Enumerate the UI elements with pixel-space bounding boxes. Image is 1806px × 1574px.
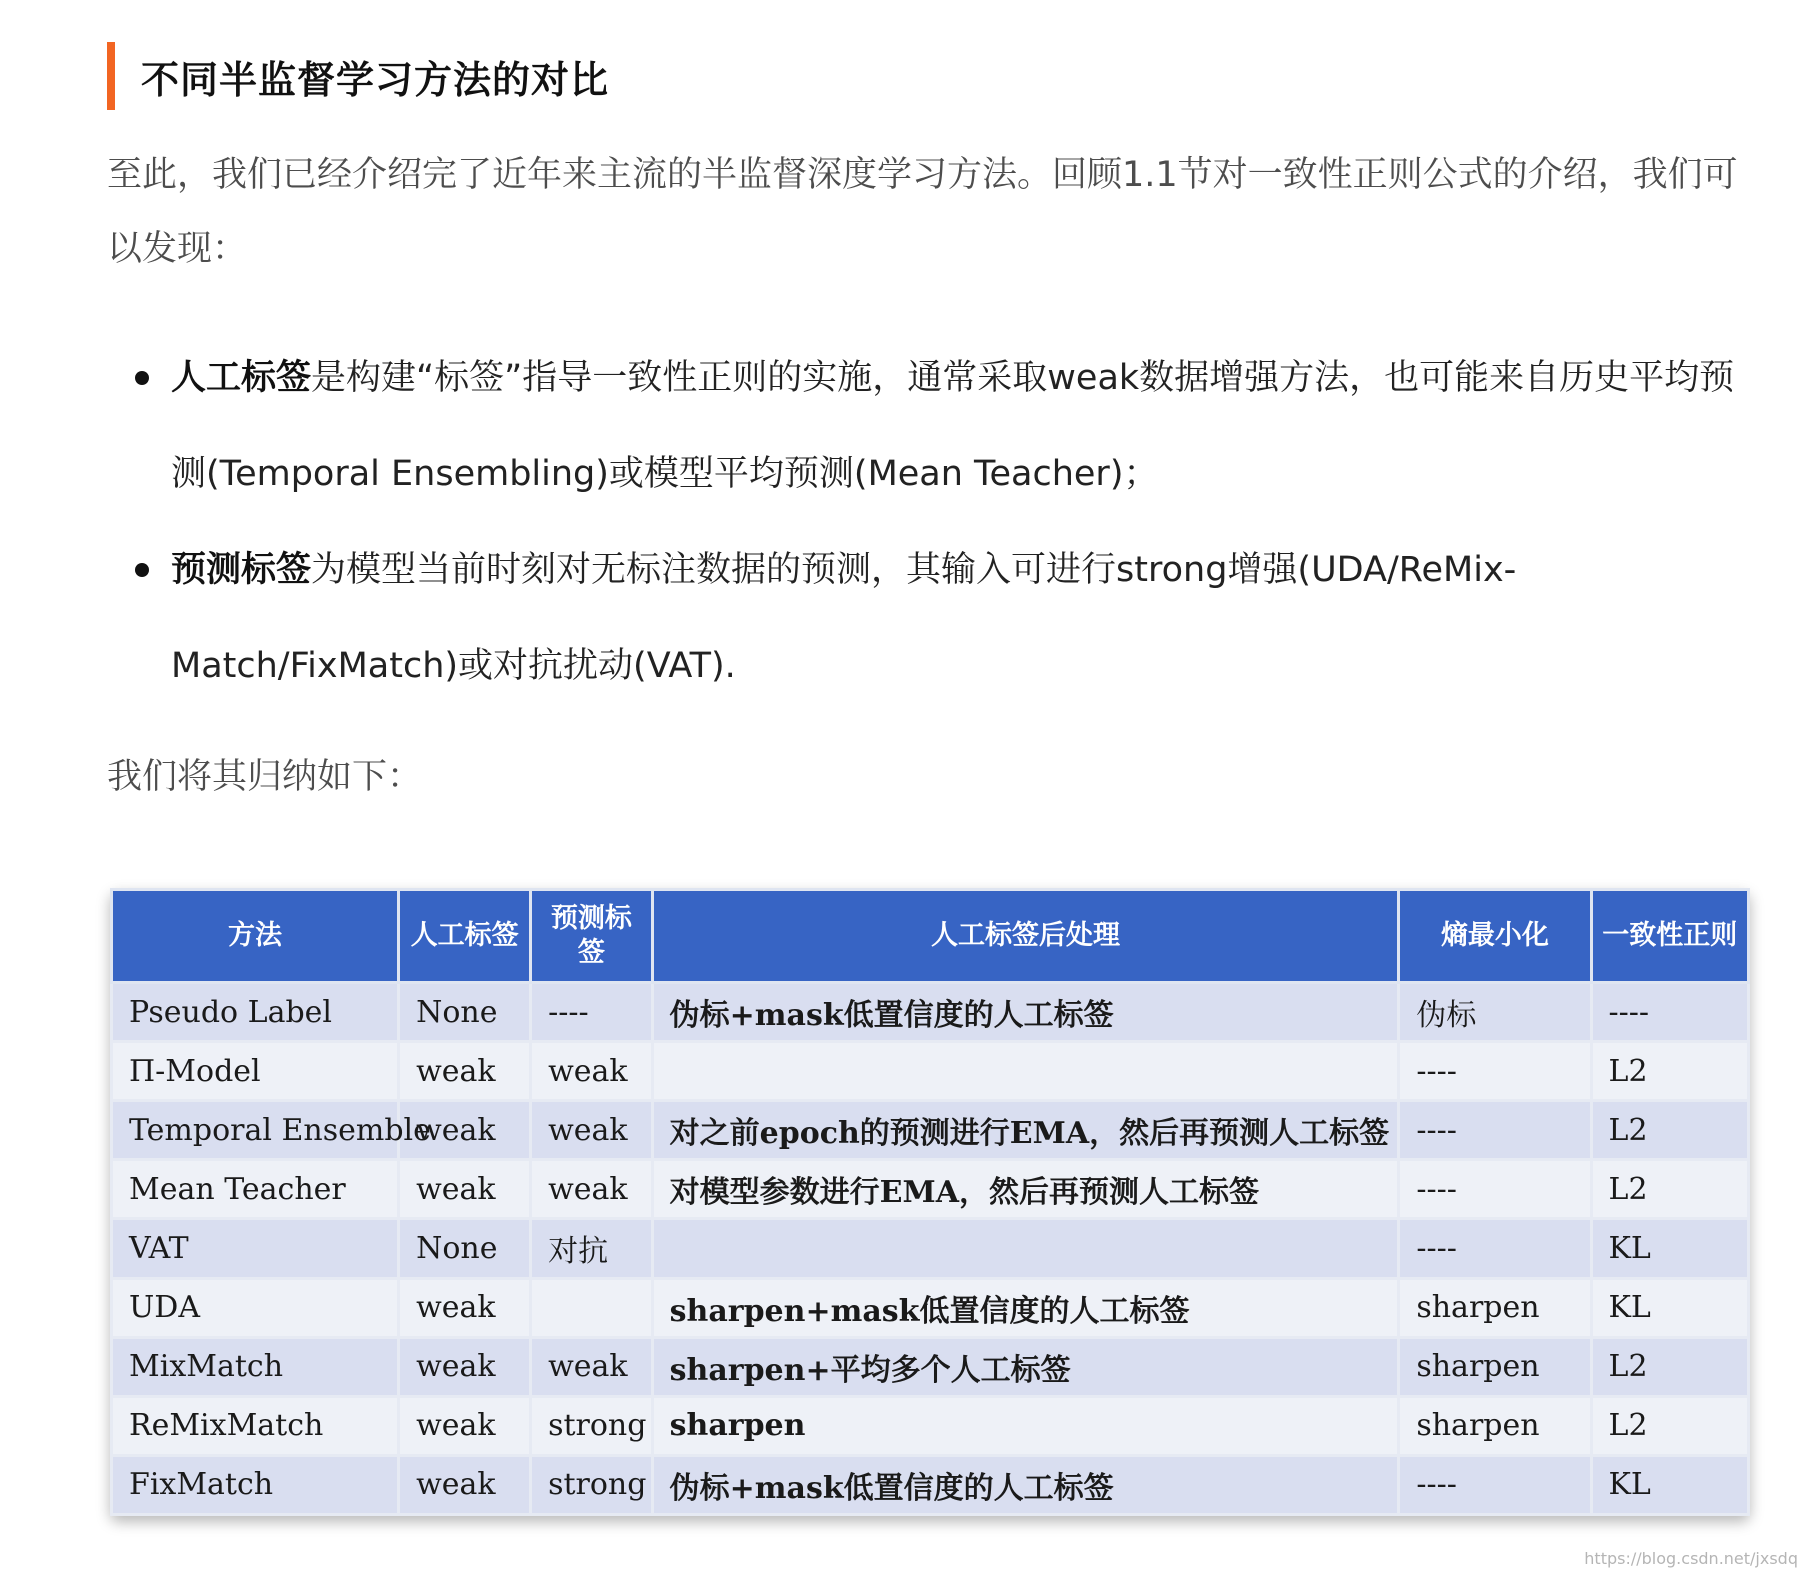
cell-artificial-label: weak	[399, 1101, 531, 1160]
section-heading	[107, 42, 609, 110]
cell-artificial-label: weak	[399, 1396, 531, 1455]
cell-consistency-reg: L2	[1591, 1101, 1748, 1160]
bullet-list	[107, 330, 1767, 714]
cell-method: Pseudo Label	[112, 983, 399, 1042]
cell-entropy-min: ----	[1399, 1219, 1591, 1278]
cell-predicted-label	[531, 1278, 653, 1337]
cell-predicted-label: weak	[531, 1160, 653, 1219]
cell-entropy-min: ----	[1399, 1455, 1591, 1514]
bullet-text: 是构建“标签”指导一致性正则的实施，通常采取weak数据增强方法，也可能来自历史平均预测(Temporal Ensembling)或模型平均预测(Mean Teacher)；	[171, 358, 1735, 494]
cell-predicted-label: weak	[531, 1101, 653, 1160]
header-method: 方法	[112, 890, 399, 983]
cell-label-postprocess: sharpen+mask低置信度的人工标签	[652, 1278, 1399, 1337]
cell-consistency-reg: KL	[1591, 1278, 1748, 1337]
cell-method: MixMatch	[112, 1337, 399, 1396]
table-row	[112, 1219, 1749, 1278]
cell-predicted-label: strong	[531, 1455, 653, 1514]
cell-entropy-min: sharpen	[1399, 1396, 1591, 1455]
table-row	[112, 1160, 1749, 1219]
table-row	[112, 1396, 1749, 1455]
table-body	[112, 983, 1749, 1515]
table-row	[112, 1101, 1749, 1160]
cell-predicted-label: weak	[531, 1042, 653, 1101]
cell-predicted-label: weak	[531, 1337, 653, 1396]
cell-method: ReMixMatch	[112, 1396, 399, 1455]
cell-artificial-label: weak	[399, 1278, 531, 1337]
cell-predicted-label: ----	[531, 983, 653, 1042]
cell-entropy-min: 伪标	[1399, 983, 1591, 1042]
cell-predicted-label: strong	[531, 1396, 653, 1455]
cell-label-postprocess: sharpen	[652, 1396, 1399, 1455]
cell-label-postprocess	[652, 1219, 1399, 1278]
cell-consistency-reg: L2	[1591, 1396, 1748, 1455]
cell-entropy-min: ----	[1399, 1160, 1591, 1219]
cell-artificial-label: None	[399, 1219, 531, 1278]
cell-label-postprocess: 伪标+mask低置信度的人工标签	[652, 1455, 1399, 1514]
bullet-item-artificial-label	[107, 330, 1767, 522]
cell-label-postprocess	[652, 1042, 1399, 1101]
cell-consistency-reg: KL	[1591, 1219, 1748, 1278]
table-row	[112, 1455, 1749, 1514]
cell-method: Mean Teacher	[112, 1160, 399, 1219]
cell-method: Π-Model	[112, 1042, 399, 1101]
header-consistency-regularization: 一致性正则	[1591, 890, 1748, 983]
header-entropy-minimization: 熵最小化	[1399, 890, 1591, 983]
cell-label-postprocess: sharpen+平均多个人工标签	[652, 1337, 1399, 1396]
cell-artificial-label: weak	[399, 1160, 531, 1219]
cell-entropy-min: ----	[1399, 1101, 1591, 1160]
intro-paragraph: 至此，我们已经介绍完了近年来主流的半监督深度学习方法。回顾1.1节对一致性正则公式的介绍，我们可以发现：	[107, 155, 1738, 269]
cell-artificial-label: weak	[399, 1337, 531, 1396]
cell-consistency-reg: L2	[1591, 1337, 1748, 1396]
cell-predicted-label: 对抗	[531, 1219, 653, 1278]
cell-consistency-reg: L2	[1591, 1160, 1748, 1219]
bullet-text: 为模型当前时刻对无标注数据的预测，其输入可进行strong增强(UDA/ReMix-Match/FixMatch)或对抗扰动(VAT).	[171, 550, 1517, 686]
cell-method: UDA	[112, 1278, 399, 1337]
watermark: https://blog.csdn.net/jxsdq	[1584, 1549, 1798, 1568]
cell-label-postprocess: 对之前epoch的预测进行EMA，然后再预测人工标签	[652, 1101, 1399, 1160]
cell-label-postprocess: 伪标+mask低置信度的人工标签	[652, 983, 1399, 1042]
bullet-item-predicted-label	[107, 522, 1767, 714]
bullet-dot-icon	[135, 371, 149, 385]
summary-paragraph: 我们将其归纳如下：	[107, 757, 423, 797]
cell-consistency-reg: L2	[1591, 1042, 1748, 1101]
cell-entropy-min: ----	[1399, 1042, 1591, 1101]
cell-consistency-reg: KL	[1591, 1455, 1748, 1514]
bullet-term: 人工标签	[171, 358, 312, 398]
section-title: 不同半监督学习方法的对比	[141, 57, 610, 102]
cell-artificial-label: weak	[399, 1042, 531, 1101]
bullet-term: 预测标签	[171, 550, 312, 590]
table-row	[112, 1042, 1749, 1101]
table-header-row	[112, 890, 1749, 983]
cell-method: VAT	[112, 1219, 399, 1278]
table-row	[112, 983, 1749, 1042]
cell-method: FixMatch	[112, 1455, 399, 1514]
bullet-dot-icon	[135, 563, 149, 577]
table-row	[112, 1278, 1749, 1337]
header-artificial-label: 人工标签	[399, 890, 531, 983]
cell-consistency-reg: ----	[1591, 983, 1748, 1042]
cell-entropy-min: sharpen	[1399, 1337, 1591, 1396]
cell-artificial-label: None	[399, 983, 531, 1042]
cell-artificial-label: weak	[399, 1455, 531, 1514]
header-predicted-label: 预测标签	[531, 890, 653, 983]
comparison-table-image	[110, 888, 1750, 1516]
cell-method: Temporal Ensemble	[112, 1101, 399, 1160]
cell-entropy-min: sharpen	[1399, 1278, 1591, 1337]
cell-label-postprocess: 对模型参数进行EMA，然后再预测人工标签	[652, 1160, 1399, 1219]
header-label-postprocess: 人工标签后处理	[652, 890, 1399, 983]
comparison-table	[110, 888, 1750, 1516]
table-row	[112, 1337, 1749, 1396]
